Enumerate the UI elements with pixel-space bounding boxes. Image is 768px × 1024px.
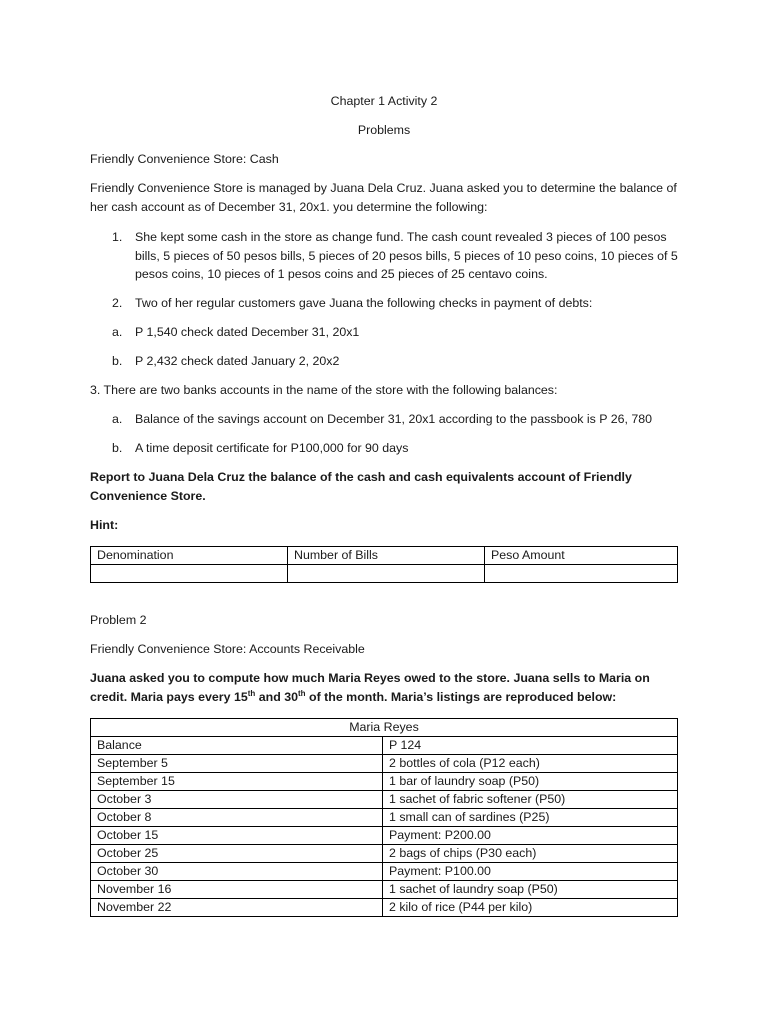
superscript: th (298, 688, 306, 698)
date-cell: September 5 (91, 755, 383, 773)
problem2-title: Friendly Convenience Store: Accounts Receivable (90, 642, 365, 656)
chapter-title: Chapter 1 Activity 2 (330, 94, 438, 108)
table-row (91, 565, 678, 583)
table-header-row (91, 547, 678, 565)
date-cell: October 15 (91, 827, 383, 845)
list-letter: a. (112, 412, 123, 426)
detail-cell: 2 kilo of rice (P44 per kilo) (383, 899, 678, 917)
table-row (91, 827, 678, 845)
table-row (91, 809, 678, 827)
detail-cell: 2 bottles of cola (P12 each) (383, 755, 678, 773)
report-instruction: Report to Juana Dela Cruz the balance of the cash and cash equivalents account of Friendly Convenience Store. (90, 470, 632, 503)
detail-cell: 2 bags of chips (P30 each) (383, 845, 678, 863)
list-number: 1. (112, 230, 123, 244)
detail-cell: 1 small can of sardines (P25) (383, 809, 678, 827)
list-letter: a. (112, 325, 123, 339)
problem2-intro (90, 669, 680, 706)
hint-label: Hint: (90, 518, 119, 532)
table-row (91, 791, 678, 809)
date-cell: October 3 (91, 791, 383, 809)
problem1-title: Friendly Convenience Store: Cash (90, 152, 279, 166)
table-title-row (91, 719, 678, 737)
detail-cell: 1 sachet of laundry soap (P50) (383, 881, 678, 899)
table-row (91, 773, 678, 791)
table-row (91, 845, 678, 863)
table-header-cell: Denomination (91, 547, 288, 565)
table-row (91, 737, 678, 755)
maria-reyes-table (90, 718, 678, 917)
table-body (91, 737, 678, 917)
date-cell: October 30 (91, 863, 383, 881)
date-cell: October 8 (91, 809, 383, 827)
section-title: Problems (357, 123, 411, 137)
date-cell: September 15 (91, 773, 383, 791)
table-row (91, 899, 678, 917)
list-letter: b. (112, 441, 123, 455)
intro-text: of the month. Maria’s listings are reproduced below: (305, 689, 617, 704)
list-letter: b. (112, 354, 123, 368)
table-cell (485, 565, 678, 583)
detail-cell: 1 bar of laundry soap (P50) (383, 773, 678, 791)
list-text: P 2,432 check dated January 2, 20x2 (135, 354, 340, 368)
list-text: A time deposit certificate for P100,000 for 90 days (135, 441, 409, 455)
intro-text: Juana asked you to compute how much Maria Reyes owed to the store. Juana sells to Maria on credit. Maria pays every 15 (90, 671, 650, 704)
superscript: th (247, 688, 256, 698)
list-number: 2. (112, 296, 123, 310)
table-cell (288, 565, 485, 583)
detail-cell: Payment: P200.00 (383, 827, 678, 845)
table-cell (91, 565, 288, 583)
date-cell: Balance (91, 737, 383, 755)
detail-cell: Payment: P100.00 (383, 863, 678, 881)
table-row (91, 863, 678, 881)
problem1-intro: Friendly Convenience Store is managed by Juana Dela Cruz. Juana asked you to determine the balance of her cash account as of December 31, 20x1. you determine the following: (90, 181, 677, 214)
date-cell: November 22 (91, 899, 383, 917)
hint-table (90, 546, 678, 583)
list-item-3: 3. There are two banks accounts in the name of the store with the following balances: (90, 383, 558, 397)
date-cell: November 16 (91, 881, 383, 899)
date-cell: October 25 (91, 845, 383, 863)
list-text: She kept some cash in the store as change fund. The cash count revealed 3 pieces of 100 pesos bills, 5 pieces of 50 pesos bills, 5 pieces of 20 pesos bills, 5 pieces of 10 peso coins, 10 pieces of 5 pesos coins, 10 pieces of 1 pesos coins and 25 pieces of 25 centavo coins. (135, 230, 678, 281)
list-text: Two of her regular customers gave Juana the following checks in payment of debts: (135, 296, 593, 310)
list-text: Balance of the savings account on December 31, 20x1 according to the passbook is P 26, 780 (135, 412, 653, 426)
table-header-cell: Number of Bills (288, 547, 485, 565)
detail-cell: P 124 (383, 737, 678, 755)
table-title: Maria Reyes (91, 719, 678, 737)
table-row (91, 755, 678, 773)
list-text: P 1,540 check dated December 31, 20x1 (135, 325, 360, 339)
intro-text: and 30 (255, 689, 298, 704)
table-row (91, 881, 678, 899)
detail-cell: 1 sachet of fabric softener (P50) (383, 791, 678, 809)
table-header-cell: Peso Amount (485, 547, 678, 565)
problem2-label: Problem 2 (90, 613, 147, 627)
